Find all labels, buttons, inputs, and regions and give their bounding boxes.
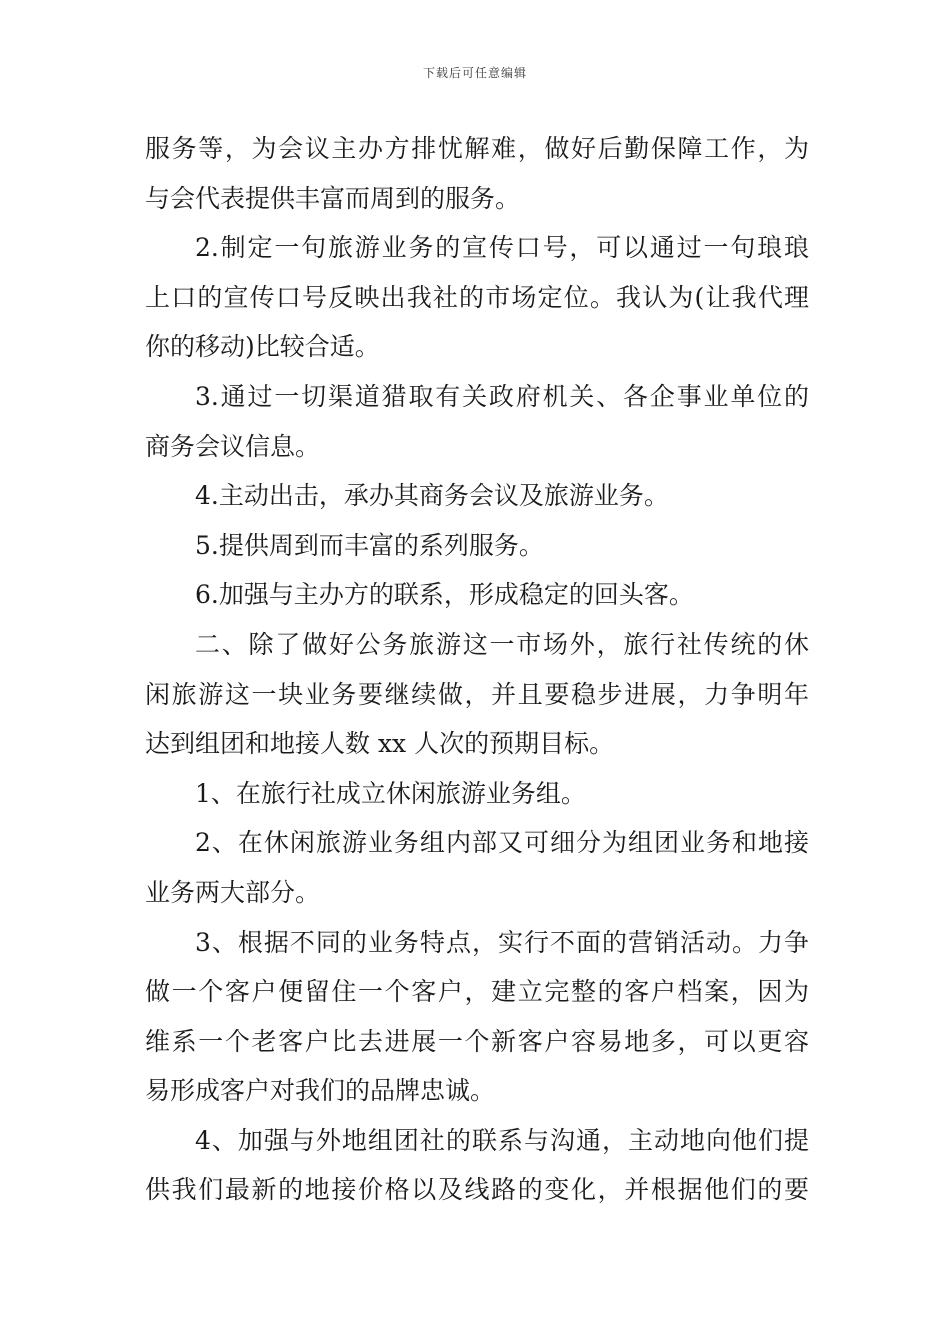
text-line: 业务两大部分。 [145, 877, 321, 907]
text-line: 2、在休闲旅游业务组内部又可细分为组团业务和地接 [195, 828, 809, 858]
text-line: 达到组团和地接人数 xx 人次的预期目标。 [145, 729, 615, 759]
text-line: 3、根据不同的业务特点，实行不面的营销活动。力争 [195, 927, 809, 957]
text-line: 你的移动)比较合适。 [145, 332, 380, 362]
text-line: 做一个客户便留住一个客户，建立完整的客户档案，因为 [145, 977, 809, 1007]
text-line: 供我们最新的地接价格以及线路的变化，并根据他们的要 [145, 1175, 809, 1205]
text-line: 1、在旅行社成立休闲旅游业务组。 [195, 778, 586, 808]
text-line: 易形成客户对我们的品牌忠诚。 [145, 1076, 496, 1106]
text-line: 5.提供周到而丰富的系列服务。 [195, 530, 544, 560]
text-line: 维系一个老客户比去进展一个新客户容易地多，可以更容 [145, 1026, 809, 1056]
text-line: 2.制定一句旅游业务的宣传口号，可以通过一句琅琅 [195, 233, 809, 263]
text-line: 3.通过一切渠道猎取有关政府机关、各企事业单位的 [195, 381, 809, 411]
text-line: 二、除了做好公务旅游这一市场外，旅行社传统的休 [195, 629, 809, 659]
text-line: 6.加强与主办方的联系，形成稳定的回头客。 [195, 580, 694, 610]
text-line: 4.主动出击，承办其商务会议及旅游业务。 [195, 481, 669, 511]
text-line: 商务会议信息。 [145, 431, 321, 461]
text-line: 与会代表提供丰富而周到的服务。 [145, 183, 521, 213]
page-header: 下载后可任意编辑 [422, 66, 527, 80]
text-line: 服务等，为会议主办方排忧解难，做好后勤保障工作，为 [145, 134, 809, 163]
text-line: 上口的宣传口号反映出我社的市场定位。我认为(让我代理 [145, 282, 809, 312]
text-line: 4、加强与外地组团社的联系与沟通，主动地向他们提 [195, 1125, 809, 1155]
text-line: 闲旅游这一块业务要继续做，并且要稳步进展，力争明年 [145, 679, 809, 709]
document-body [145, 124, 809, 1215]
